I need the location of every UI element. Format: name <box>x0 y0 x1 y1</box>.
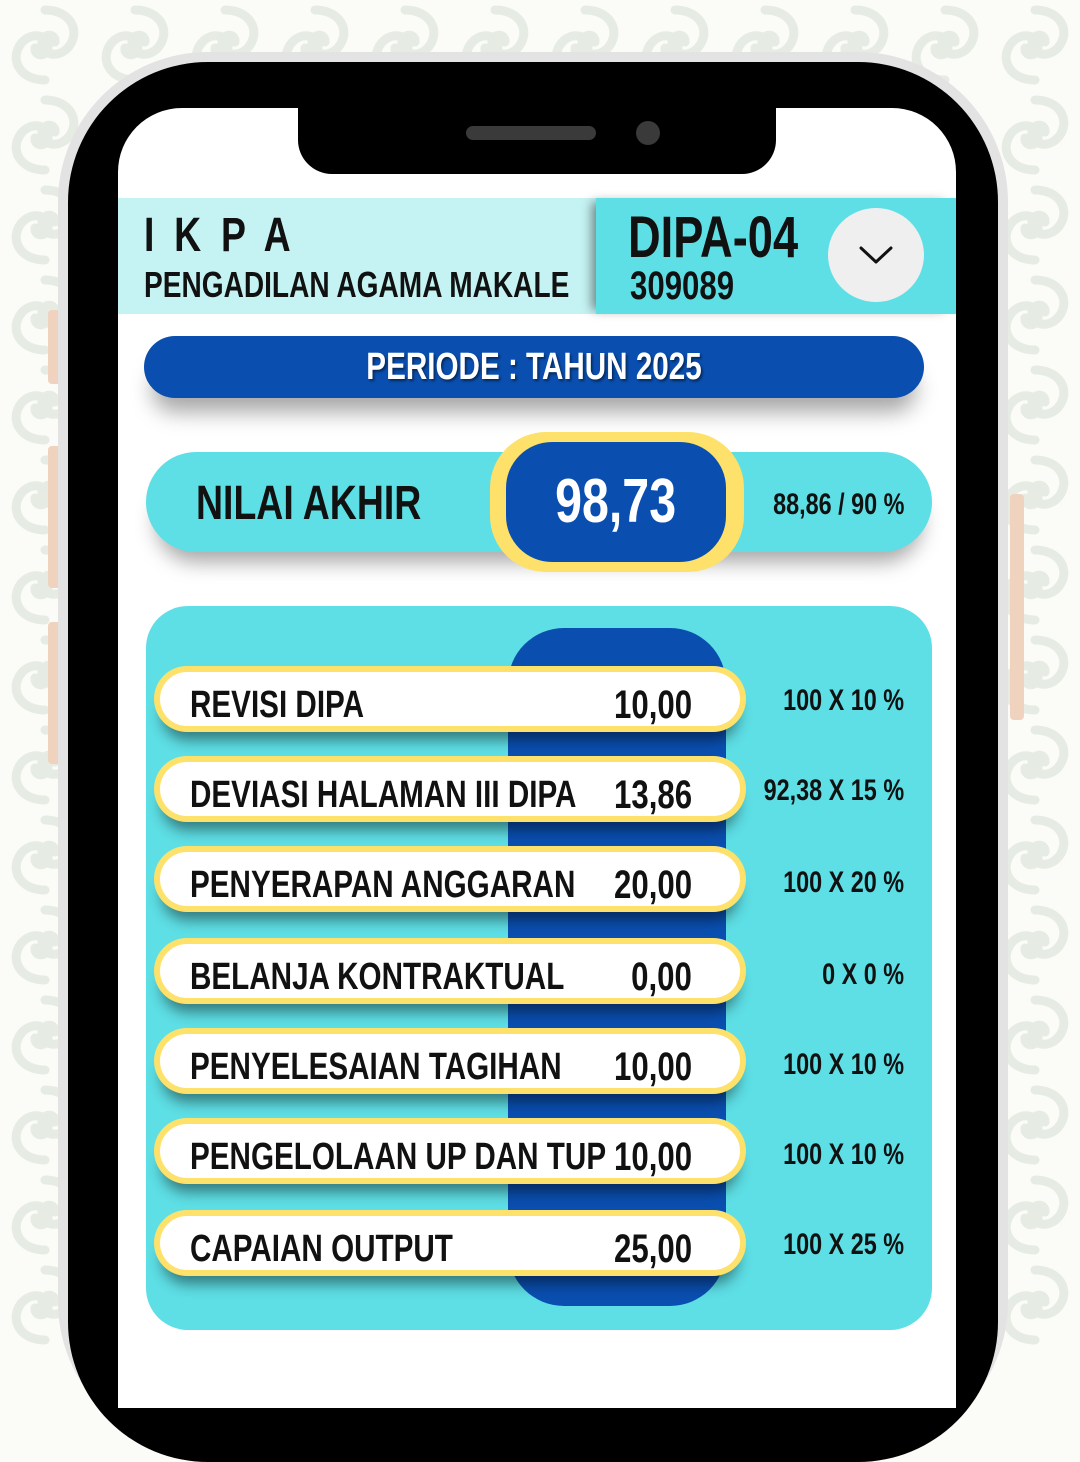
component-row <box>154 1210 746 1276</box>
component-label: PENYELESAIAN TAGIHAN <box>190 1046 562 1088</box>
component-row-inner <box>160 672 740 726</box>
component-label: DEVIASI HALAMAN III DIPA <box>190 774 577 816</box>
component-calculation: 100 X 25 % <box>783 1228 904 1261</box>
dipa-number: 309089 <box>630 264 735 308</box>
dipa-dropdown-button[interactable] <box>828 208 924 302</box>
front-camera <box>636 121 660 145</box>
phone-notch <box>298 104 776 174</box>
side-button-right <box>1010 494 1024 720</box>
component-row <box>154 1028 746 1094</box>
office-name: PENGADILAN AGAMA MAKALE <box>144 264 570 305</box>
period-banner: PERIODE : TAHUN 2025 <box>144 336 924 398</box>
component-row-inner <box>160 1124 740 1178</box>
component-value: 13,86 <box>613 773 692 817</box>
speaker-grille <box>466 126 596 140</box>
final-score-calculation: 88,86 / 90 % <box>772 488 904 521</box>
component-value: 10,00 <box>613 683 692 727</box>
component-calculation: 100 X 10 % <box>783 684 904 717</box>
component-calculation: 100 X 10 % <box>783 1138 904 1171</box>
component-row-inner <box>160 944 740 998</box>
component-row <box>154 756 746 822</box>
component-label: BELANJA KONTRAKTUAL <box>190 956 565 998</box>
component-value: 10,00 <box>613 1135 692 1179</box>
component-row <box>154 666 746 732</box>
component-row-inner <box>160 762 740 816</box>
component-calculation: 100 X 20 % <box>783 866 904 899</box>
component-value: 0,00 <box>631 955 692 999</box>
component-row <box>154 846 746 912</box>
chevron-down-icon <box>858 240 894 270</box>
component-row-inner <box>160 1216 740 1270</box>
dipa-code: DIPA-04 <box>628 205 799 270</box>
component-calculation: 92,38 X 15 % <box>763 774 904 807</box>
component-label: CAPAIAN OUTPUT <box>190 1228 453 1270</box>
component-label: PENGELOLAAN UP DAN TUP <box>190 1136 607 1178</box>
component-value: 25,00 <box>613 1227 692 1271</box>
component-label: PENYERAPAN ANGGARAN <box>190 864 576 906</box>
final-score-label: NILAI AKHIR <box>196 477 422 530</box>
component-label: REVISI DIPA <box>190 684 365 726</box>
component-calculation: 100 X 10 % <box>783 1048 904 1081</box>
component-row <box>154 938 746 1004</box>
component-row <box>154 1118 746 1184</box>
component-value: 10,00 <box>613 1045 692 1089</box>
final-score-value: 98,73 <box>506 442 726 562</box>
component-value: 20,00 <box>613 863 692 907</box>
component-row-inner <box>160 852 740 906</box>
component-calculation: 0 X 0 % <box>822 958 904 991</box>
component-row-inner <box>160 1034 740 1088</box>
app-title: I K P A <box>144 209 296 262</box>
